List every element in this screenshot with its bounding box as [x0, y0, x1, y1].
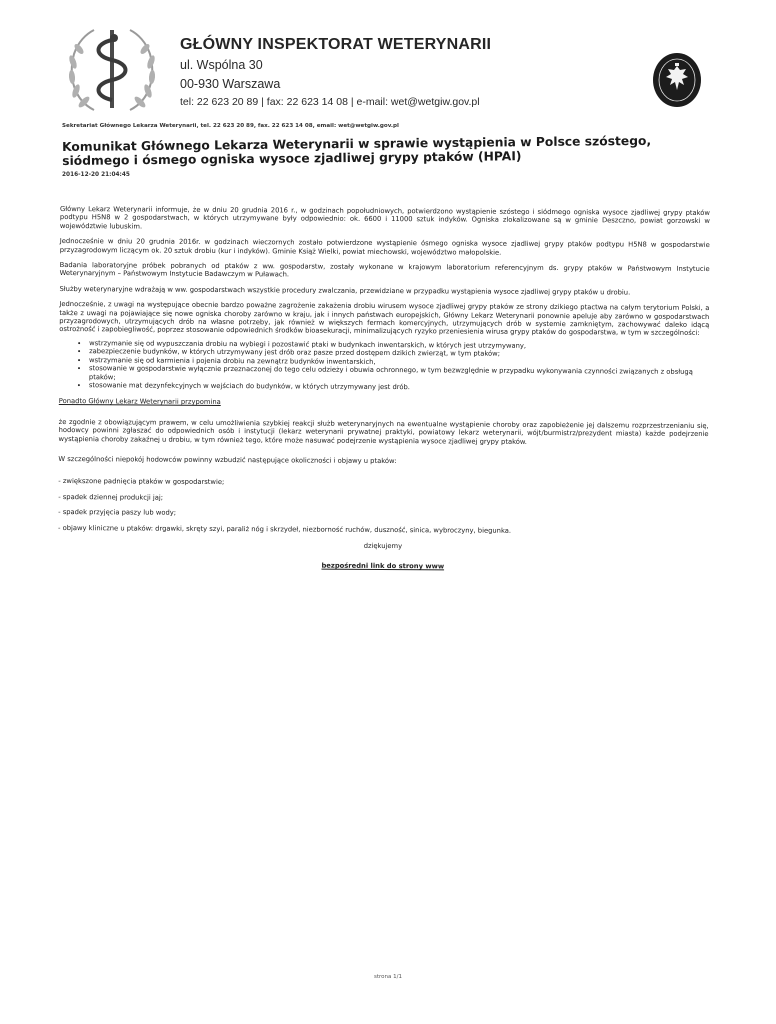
paragraph: Służby weterynaryjne wdrażają w ww. gospodarstwach wszystkie procedury zwalczania, przewidziane w przypadku wystąpienia wysoce zjadliwej grypy ptaków u drobiu. [59, 284, 631, 297]
publish-datetime: 2016-12-20 21:04:45 [62, 172, 130, 178]
website-link[interactable]: bezpośredni link do strony www [321, 561, 445, 571]
caduceus-laurel-logo-icon [64, 22, 160, 122]
paragraph: Jednocześnie, z uwagi na występujące obecnie bardzo poważne zagrożenie zakażenia drobiu wirusem wysoce zjadliwej grypy ptaków ze strony dzikiego ptactwa na całym terytorium Polski, a także z uwagi na pojawiające się nowe ogniska choroby zarówno w kraju, jak i innych państwach europejskich, Główny Lekarz Weterynarii ponownie apeluje aby zarówno w gospodarstwach przyzagrodowych, utrzymujących drób na własne potrzeby, jak również w większych fermach komercyjnych, utrzymujących drób w systemie zamkniętym, zachowywać daleko idącą ostrożność i zapobiegliwość, poprzez stosowanie odpowiednich środków bioasekuracji, minimalizujących ryzyko przeniesienia wirusa grypy ptaków do gospodarstwa, w tym w szczególności: [59, 300, 710, 338]
list-item: • stosowanie mat dezynfekcyjnych w wejściach do budynków, w których utrzymywany jest drób. [89, 381, 709, 393]
page-title: Komunikat Głównego Lekarza Weterynarii w sprawie wystąpienia w Polsce szóstego, siódmego i ósmego ogniska wysoce zjadliwej grypy ptaków (HPAI) [62, 133, 652, 168]
page-number: strona 1/1 [374, 974, 402, 980]
reminder-paragraph: że zgodnie z obowiązującym prawem, w celu umożliwienia szybkiej reakcji służb weterynaryjnych na ewentualne wystąpienie choroby oraz zapobieżenie jej dalszemu rozprzestrzenianiu się, hodowcy powinni zgłaszać do odpowiednich osób i instytucji (lekarz weterynarii prywatnej praktyki, powiatowy lekarz weterynarii, wójt/burmistrz/prezydent miasta) każde podejrzenie wystąpienia choroby zakaźnej u drobiu, w tym również tego, które może nasuwać podejrzenie wystąpienia wysoce zjadliwej grypy ptaków. [58, 417, 709, 446]
org-name: GŁÓWNY INSPEKTORAT WETERYNARII [180, 36, 492, 53]
thanks-text: dziękujemy [363, 541, 403, 551]
contact-line: tel: 22 623 20 89 | fax: 22 623 14 08 | e-mail: wet@wetgiw.gov.pl [180, 96, 480, 108]
symptom-item: - spadek przyjęcia paszy lub wody; [58, 508, 177, 517]
symptom-item: - spadek dziennej produkcji jaj; [58, 492, 164, 502]
list-item: • wstrzymanie się od karmienia i pojenia drobiu na zewnątrz budynków inwentarskich, [89, 356, 709, 368]
address-city: 00-930 Warszawa [180, 77, 281, 91]
eagle-seal-logo-icon [652, 52, 702, 108]
symptom-item: - objawy kliniczne u ptaków: drgawki, skręty szyi, paraliż nóg i skrzydeł, niezborność ruchów, duszność, sinica, wybroczyny, biegunka. [58, 523, 512, 535]
list-item: • stosowanie w gospodarstwie wyłącznie przeznaczonej do tego celu odzieży i obuwia ochronnego, w tym bezwzględnie w przypadku wykonywania czynności związanych z obsługą ptaków; [89, 364, 709, 385]
symptom-item: - zwiększone padnięcia ptaków w gospodarstwie; [58, 477, 225, 487]
document-body [58, 205, 710, 580]
bullet-list [59, 339, 709, 393]
symptoms-intro: W szczególności niepokój hodowców powinny wzbudzić następujące okoliczności i objawy u ptaków: [58, 454, 397, 465]
address-street: ul. Wspólna 30 [180, 58, 263, 72]
secretariat-line: Sekretariat Głównego Lekarza Weterynarii, tel. 22 623 20 89, fax. 22 623 14 08, email: wet@wetgiw.gov.pl [62, 123, 399, 129]
paragraph: Jednocześnie w dniu 20 grudnia 2016r. w godzinach wieczornych zostało potwierdzone wystąpienie ósmego ogniska wysoce zjadliwej grypy ptaków podtypu H5N8 w gospodarstwie przyzagrodowym liczącym ok. 20 sztuk drobiu (kur i indyków). Gminie Książ Wielki, powiat miechowski, województwo małopolskie. [59, 237, 710, 257]
paragraph: Główny Lekarz Weterynarii informuje, że w dniu 20 grudnia 2016 r., w godzinach popołudniowych, potwierdzono wystąpienie szóstego i siódmego ogniska wysoce zjadliwej grypy ptaków podtypu H5N8 w 2 gospodarstwach, w których utrzymywane były odpowiednio: ok. 6600 i 11000 sztuk indyków. Ogniska zlokalizowane są w gminie Deszczno, powiat gorzowski w województwie lubuskim. [59, 205, 710, 231]
paragraph: Badania laboratoryjne próbek pobranych od ptaków z ww. gospodarstw, zostały wykonane w krajowym laboratorium referencyjnym ds. grypy ptaków w Państwowym Instytucie Weterynaryjnym – Państwowym Instytucie Badawczym w Puławach. [59, 261, 710, 279]
reminder-heading: Ponadto Główny Lekarz Weterynarii przypomina [58, 397, 221, 407]
list-item: • zabezpieczenie budynków, w których utrzymywany jest drób oraz pasze przed dostępem dzikich zwierząt, w tym ptaków; [89, 347, 709, 359]
list-item: • wstrzymanie się od wypuszczania drobiu na wybiegi i pozostawić ptaki w budynkach inwentarskich, w których jest utrzymywany, [89, 339, 709, 351]
link-wrapper [58, 560, 708, 572]
